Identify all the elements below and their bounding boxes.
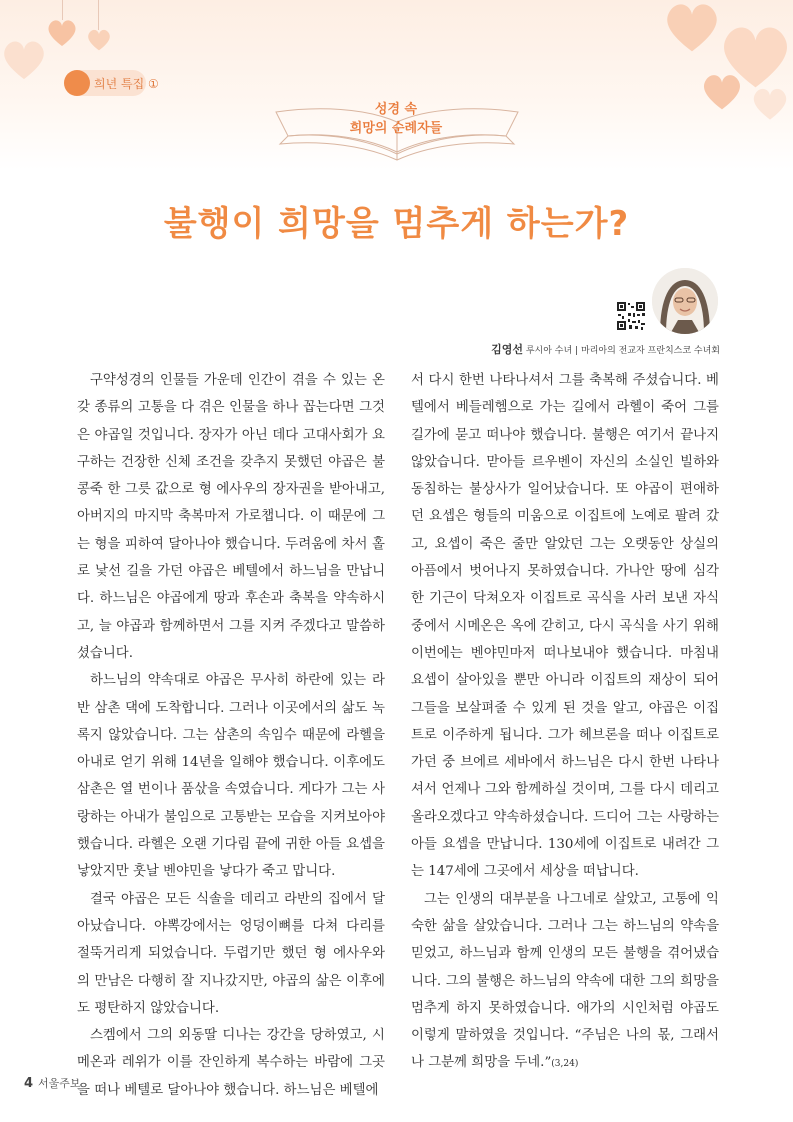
body-paragraph-text: 그는 인생의 대부분을 나그네로 살았고, 고통에 익숙한 삶을 살았습니다. 그러나 그는 하느님의 약속을 믿었고, 하느님과 함께 인생의 모든 불행을 겪어냈습니다. 그의 불행은 하느님의 약속에 대한 그의 희망을 멈추게 하지 못하였습니다. 애가의 시인처럼 야곱도 이렇게 말하였을 것입니다. “주님은 나의 몫, 그래서 나 그분께 희망을 두네.” [411, 891, 719, 1071]
article-body-left-column [77, 367, 385, 1104]
article-body-right-column [411, 367, 719, 1079]
body-paragraph: 하느님의 약속대로 야곱은 무사히 하란에 있는 라반 삼촌 댁에 도착합니다. 그러나 이곳에서의 삶도 녹록지 않았습니다. 그는 삼촌의 속임수 때문에 라헬을 아내로 얻기 위해 14년을 일해야 했습니다. 이후에도 삼촌은 열 번이나 품삯을 속였습니다. 게다가 그는 사랑하는 아내가 불임으로 고통받는 모습을 지켜보아야 했습니다. 라헬은 오랜 기다림 끝에 귀한 아들 요셉을 낳았지만 훗날 벤야민을 낳다가 죽고 맙니다. [77, 673, 385, 880]
author-byline [420, 341, 720, 357]
body-paragraph: 스켐에서 그의 외동딸 디나는 강간을 당하였고, 시메온과 레위가 이를 잔인하게 복수하는 바람에 그곳을 떠나 베텔로 달아나야 했습니다. 하느님은 베텔에 [77, 1028, 385, 1098]
heart-string [62, 0, 63, 20]
heart-string [98, 0, 99, 30]
heart-decoration-icon [750, 86, 790, 122]
heart-decoration-icon [0, 38, 48, 82]
heart-decoration-icon [662, 0, 722, 55]
author-avatar [652, 268, 718, 334]
author-name: 김영선 [491, 343, 523, 356]
page-footer [24, 1075, 81, 1091]
qr-code-icon [616, 301, 646, 331]
heart-decoration-icon [46, 18, 78, 48]
body-paragraph: 구약성경의 인물들 가운데 인간이 겪을 수 있는 온갖 종류의 고통을 다 겪은 인물을 하나 꼽는다면 그것은 야곱일 것입니다. 장자가 아닌 데다 고대사회가 요구하는 건장한 신체 조건을 갖추지 못했던 야곱은 불콩죽 한 그릇 값으로 형 에사우의 장자권을 받아내고, 아버지의 마지막 축복마저 가로챕니다. 이 때문에 그는 형을 피하여 달아나야 했습니다. 두려움에 차서 홀로 낯선 길을 가던 야곱은 베텔에서 하느님을 만납니다. 하느님은 야곱에게 땅과 후손과 축복을 약속하시고, 늘 야곱과 함께하면서 그를 지켜 주겠다고 말씀하셨습니다. [77, 373, 385, 661]
series-title-line1: 성경 속 [374, 102, 418, 117]
section-label: 희년 특집 ① [94, 76, 159, 91]
section-label-pill [64, 70, 159, 96]
heart-decoration-icon [700, 72, 744, 112]
heart-decoration-icon [86, 28, 112, 52]
series-title-line2: 희망의 순례자들 [349, 121, 443, 136]
author-role: 루시아 수녀 [525, 346, 573, 356]
page-number: 4 [24, 1076, 34, 1091]
section-dot [64, 70, 90, 96]
publication-name: 서울주보 [38, 1077, 81, 1090]
scripture-citation: (3,24) [551, 1059, 579, 1070]
article-title: 불행이 희망을 멈추게 하는가? [163, 204, 630, 244]
author-portrait-image [652, 268, 718, 334]
author-affiliation: 마리아의 전교자 프란치스코 수녀회 [581, 346, 720, 356]
series-title [280, 100, 512, 138]
author-separator: | [575, 346, 579, 356]
body-paragraph: 서 다시 한번 나타나셔서 그를 축복해 주셨습니다. 베텔에서 베들레헴으로 가는 길에서 라헬이 죽어 그를 길가에 묻고 떠나야 했습니다. 불행은 여기서 끝나지 않았습니다. 맏아들 르우벤이 자신의 소실인 빌하와 동침하는 불상사가 일어났습니다. 또 야곱이 편애하던 요셉은 형들의 미움으로 이집트에 노예로 팔려 갔고, 요셉이 죽은 줄만 알았던 그는 오랫동안 상실의 아픔에서 벗어나지 못하였습니다. 가나안 땅에 심각한 기근이 닥쳐오자 이집트로 곡식을 사러 보낸 자식 중에서 시메온은 옥에 갇히고, 다시 곡식을 사기 위해 이번에는 벤야민마저 떠나보내야 했습니다. 마침내 요셉이 살아있을 뿐만 아니라 이집트의 재상이 되어 그들을 보살펴줄 수 있게 된 것을 알고, 야곱은 이집트로 이주하게 됩니다. 그가 헤브론을 떠나 이집트로 가던 중 브에르 세바에서 하느님은 다시 한번 나타나셔서 언제나 그와 함께하실 것이며, 그를 다시 데리고 올라오겠다고 약속하셨습니다. 드디어 그는 사랑하는 아들 요셉을 만납니다. 130세에 이집트로 내려간 그는 147세에 그곳에서 세상을 떠납니다. [411, 373, 719, 880]
body-paragraph: 결국 야곱은 모든 식솔을 데리고 라반의 집에서 달아났습니다. 야뽁강에서는 엉덩이뼈를 다쳐 다리를 절뚝거리게 되었습니다. 두렵기만 했던 형 에사우와의 만남은 다행히 잘 지나갔지만, 야곱의 삶은 이후에도 평탄하지 않았습니다. [77, 891, 385, 1016]
body-paragraph [411, 886, 719, 1079]
